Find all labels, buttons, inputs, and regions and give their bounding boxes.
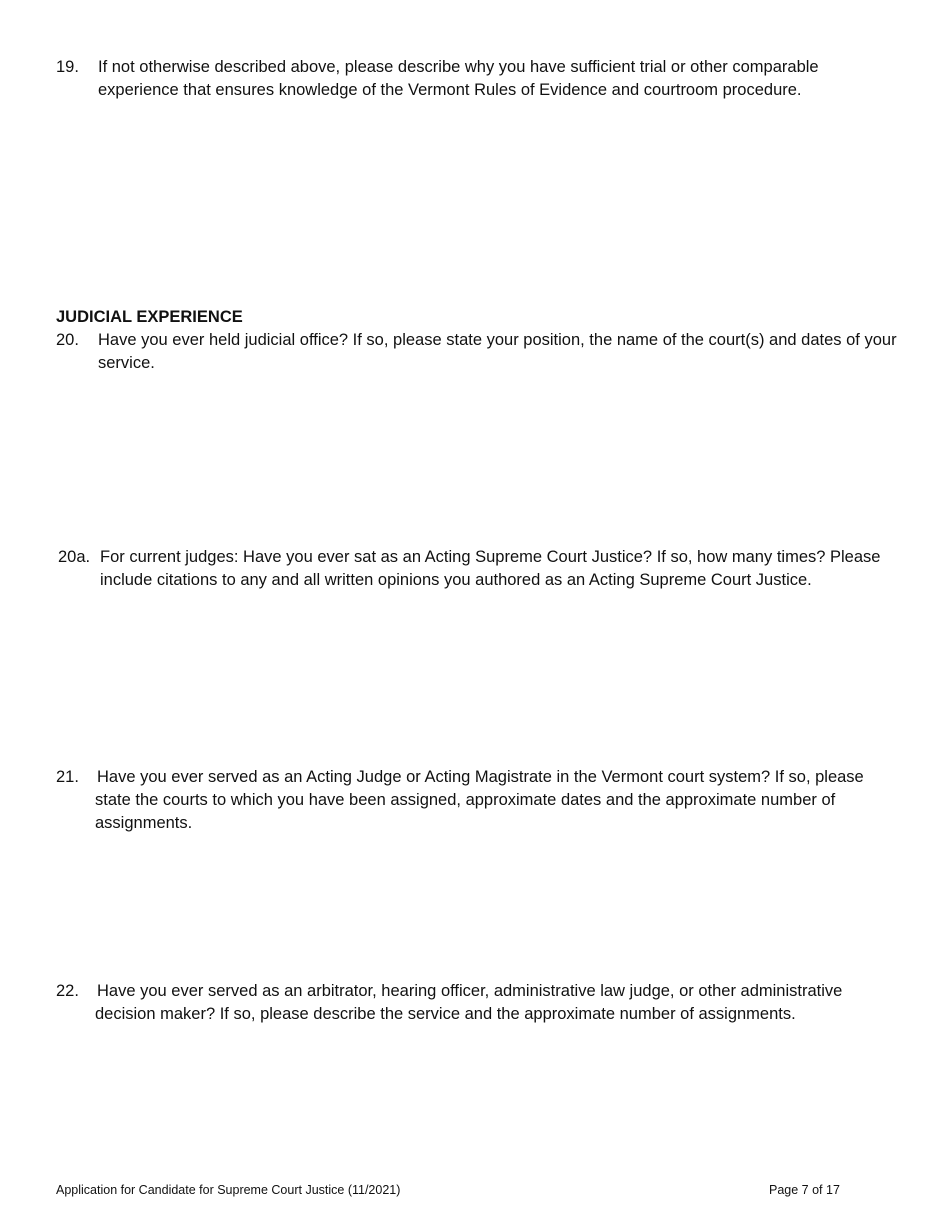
question-21-number: 21. (56, 768, 79, 786)
section-heading-judicial-experience: JUDICIAL EXPERIENCE (56, 308, 243, 326)
question-20-number: 20. (56, 331, 79, 349)
question-20-text: Have you ever held judicial office? If so, please state your position, the name of the court(s) and dates of your service. (98, 331, 897, 372)
question-20a-text: For current judges: Have you ever sat as an Acting Supreme Court Justice? If so, how many times? Please include citations to any and all written opinions you authored as an Acting Supreme Court Justice. (100, 548, 881, 589)
question-21-text: Have you ever served as an Acting Judge or Acting Magistrate in the Vermont court system? If so, please state the courts to which you have been assigned, approximate dates and the approximate number of assignments. (95, 768, 864, 832)
question-22-number: 22. (56, 982, 79, 1000)
question-19-text: If not otherwise described above, please describe why you have sufficient trial or other comparable experience that ensures knowledge of the Vermont Rules of Evidence and courtroom procedure. (98, 58, 819, 99)
question-22-text: Have you ever served as an arbitrator, hearing officer, administrative law judge, or other administrative decision maker? If so, please describe the service and the approximate number of assignments. (95, 982, 843, 1023)
footer-form-title: Application for Candidate for Supreme Court Justice (11/2021) (56, 1183, 401, 1197)
question-19-number: 19. (56, 58, 79, 76)
question-20a-number: 20a. (58, 548, 91, 566)
footer-page-number: Page 7 of 17 (769, 1183, 840, 1197)
